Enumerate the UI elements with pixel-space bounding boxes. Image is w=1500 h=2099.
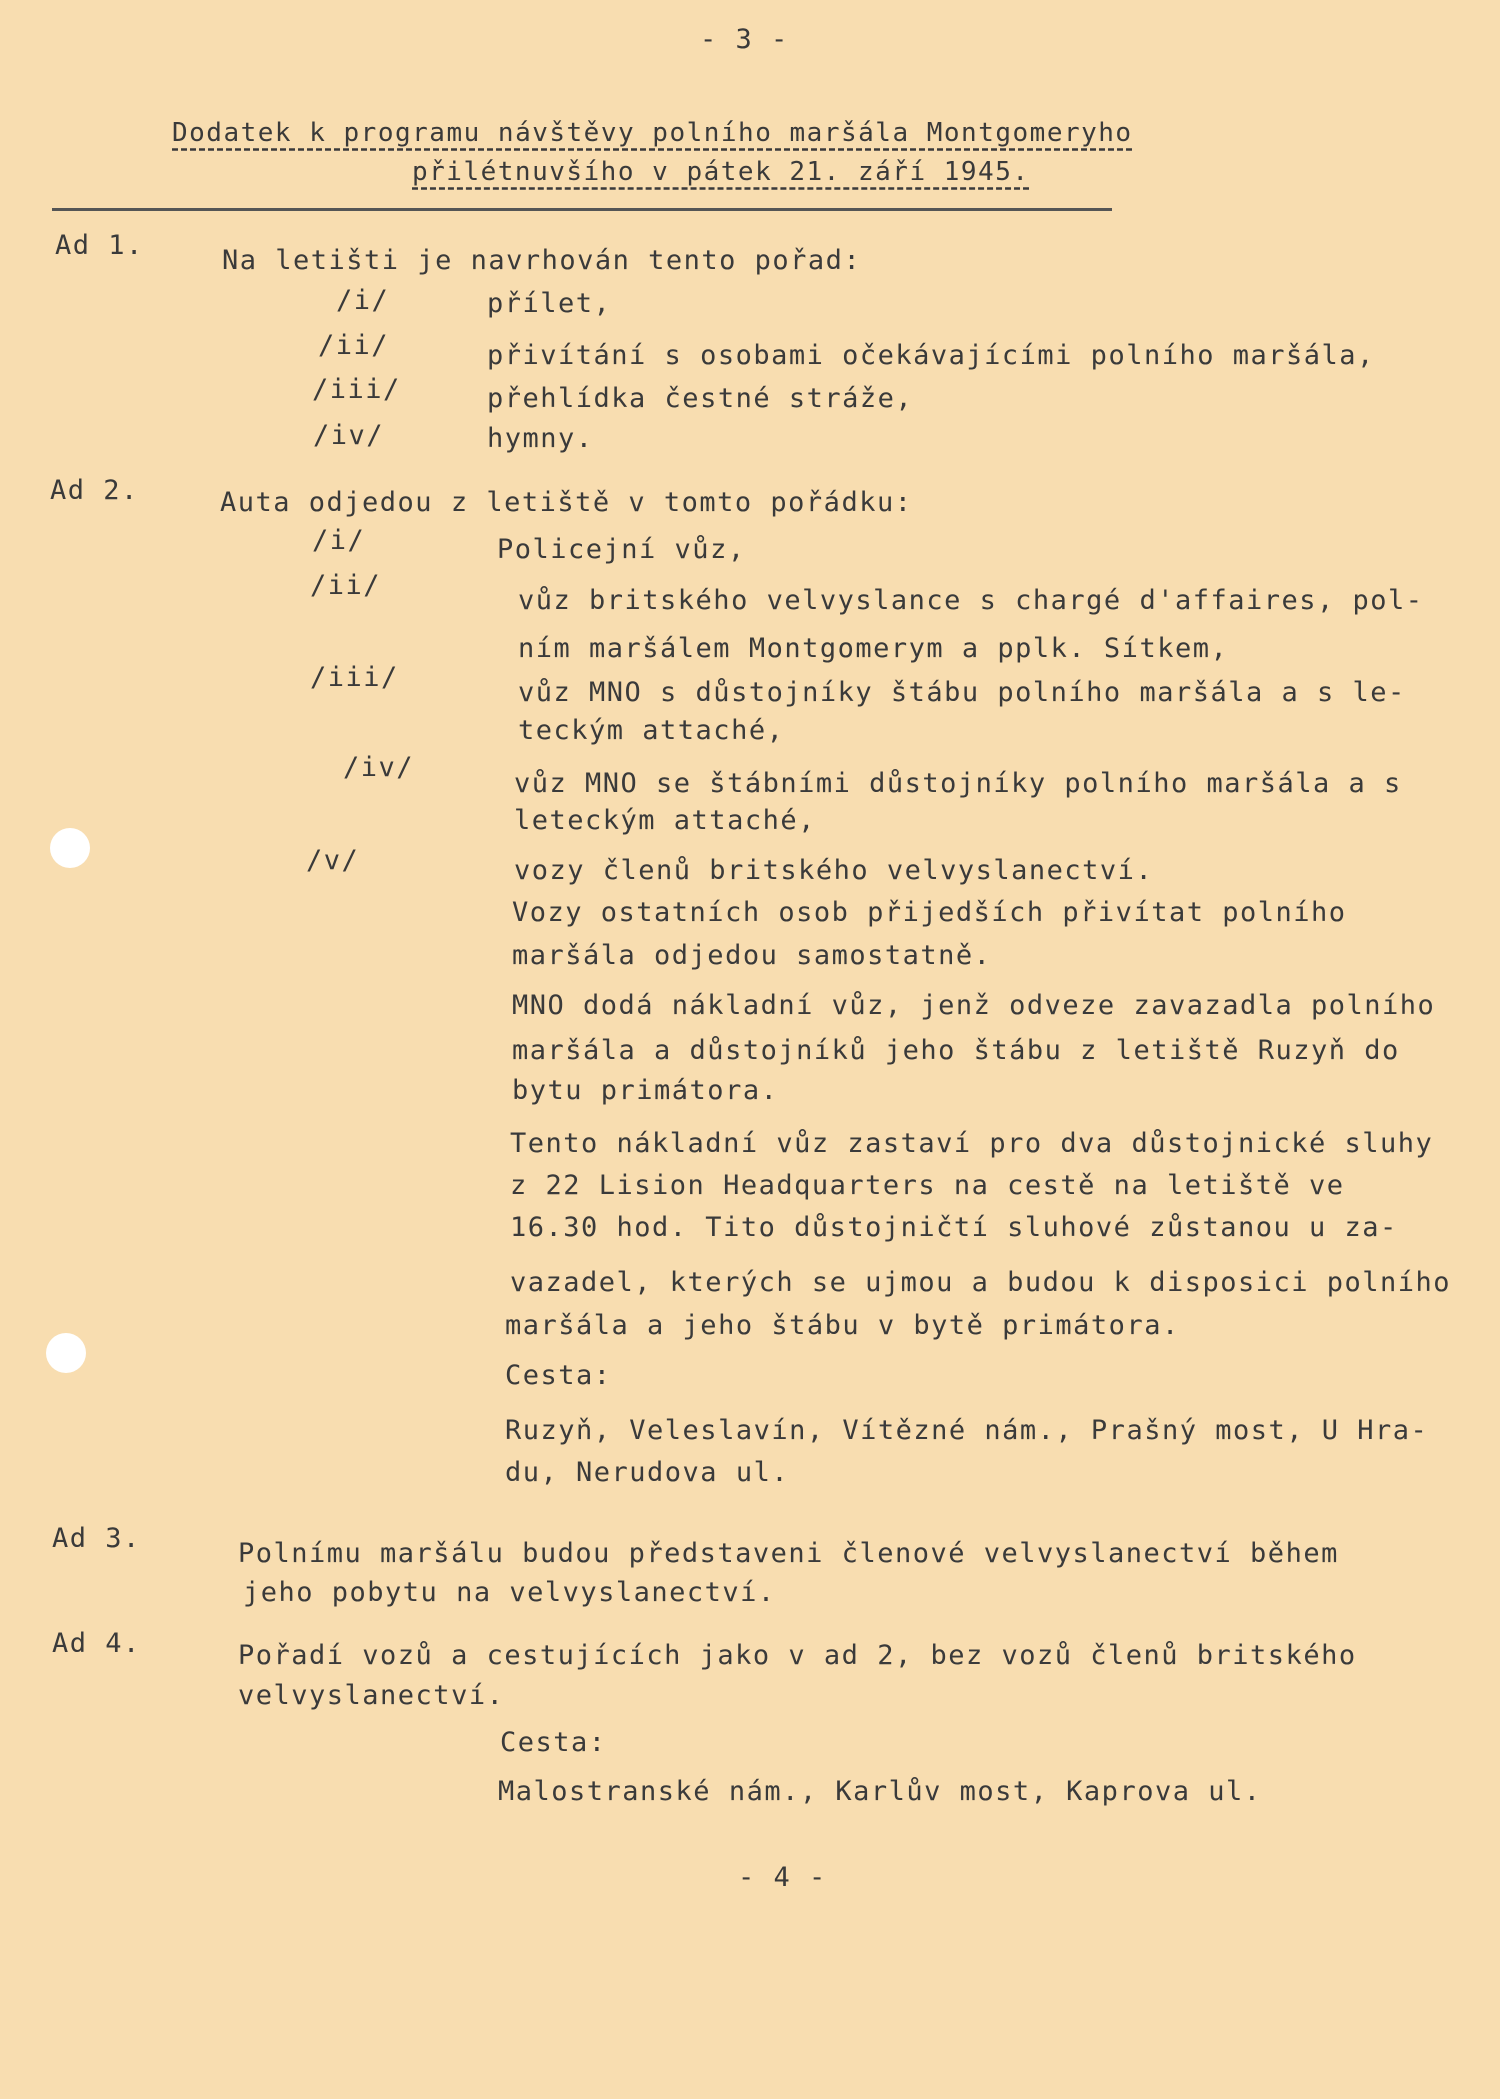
ad3-label: Ad 3. — [52, 1523, 141, 1554]
ad1-item-num: /iv/ — [313, 420, 385, 451]
ad1-item-text: přílet, — [487, 288, 612, 319]
ad2-item-num: /iv/ — [343, 752, 415, 783]
ad4-route: Malostranské nám., Karlův most, Kaprova ul. — [498, 1776, 1262, 1807]
ad2-paragraph-line: maršála a důstojníků jeho štábu z letiště Ruzyň do — [512, 1035, 1400, 1066]
ad4-line: velvyslanectví. — [238, 1680, 505, 1711]
ad1-item-text: přehlídka čestné stráže, — [487, 383, 914, 414]
ad2-item-num: /v/ — [306, 845, 360, 876]
ad2-item-line: ním maršálem Montgomerym a pplk. Sítkem, — [518, 633, 1229, 664]
ad2-paragraph-line: 16.30 hod. Tito důstojničtí sluhové zůstanou u za- — [510, 1212, 1398, 1243]
ad2-item-line: Policejní vůz, — [497, 534, 746, 565]
ad4-route-label: Cesta: — [500, 1727, 607, 1758]
ad1-item-num: /i/ — [336, 285, 390, 316]
ad2-item-line: vůz MNO se štábními důstojníky polního maršála a s — [514, 768, 1402, 799]
ad1-intro: Na letišti je navrhován tento pořad: — [222, 245, 862, 276]
punch-hole-upper — [50, 828, 90, 868]
ad2-paragraph-line: maršála a jeho štábu v bytě primátora. — [505, 1310, 1180, 1341]
ad2-item-line: teckým attaché, — [518, 715, 785, 746]
ad2-paragraph-line: vazadel, kterých se ujmou a budou k disposici polního — [510, 1267, 1452, 1298]
ad2-label: Ad 2. — [50, 475, 139, 506]
ad1-item-num: /ii/ — [318, 330, 390, 361]
ad2-intro: Auta odjedou z letiště v tomto pořádku: — [220, 487, 913, 518]
ad2-paragraph-line: maršála odjedou samostatně. — [512, 940, 992, 971]
ad2-paragraph-line: bytu primátora. — [512, 1075, 779, 1106]
ad2-item-num: /i/ — [312, 525, 366, 556]
page-number-bottom: - 4 - — [738, 1862, 827, 1893]
ad3-line: jeho pobytu na velvyslanectví. — [243, 1577, 776, 1608]
ad2-item-line: vůz MNO s důstojníky štábu polního maršála a s le- — [518, 677, 1406, 708]
ad2-item-line: leteckým attaché, — [514, 805, 816, 836]
title-line-1: Dodatek k programu návštěvy polního maršála Montgomeryho — [172, 118, 1133, 148]
ad4-line: Pořadí vozů a cestujících jako v ad 2, bez vozů členů britského — [238, 1640, 1357, 1671]
punch-hole-lower — [46, 1333, 86, 1373]
ad4-label: Ad 4. — [52, 1628, 141, 1659]
ad1-label: Ad 1. — [55, 230, 144, 261]
ad2-paragraph-line: MNO dodá nákladní vůz, jenž odveze zavazadla polního — [512, 990, 1436, 1021]
ad2-paragraph-line: Tento nákladní vůz zastaví pro dva důstojnické sluhy — [510, 1128, 1434, 1159]
ad2-item-num: /ii/ — [310, 570, 382, 601]
ad2-paragraph-line: Vozy ostatních osob přijedších přivítat polního — [512, 897, 1347, 928]
ad2-route-line: Ruzyň, Veleslavín, Vítězné nám., Prašný most, U Hra- — [505, 1415, 1429, 1446]
ad2-route-line: du, Nerudova ul. — [505, 1457, 790, 1488]
ad1-item-text: přivítání s osobami očekávajícími polního maršála, — [487, 340, 1375, 371]
ad2-item-line: vozy členů britského velvyslanectví. — [514, 855, 1154, 886]
ad2-paragraph-line: z 22 Lision Headquarters na cestě na letiště ve — [510, 1170, 1345, 1201]
ad2-route-label: Cesta: — [505, 1360, 612, 1391]
ad3-line: Polnímu maršálu budou představeni členové velvyslanectví během — [238, 1538, 1339, 1569]
ad2-item-line: vůz britského velvyslance s chargé d'affaires, pol- — [518, 585, 1424, 616]
ad2-item-num: /iii/ — [310, 662, 399, 693]
title-rule — [52, 208, 1112, 211]
page-number-top: - 3 - — [700, 24, 789, 55]
ad1-item-num: /iii/ — [312, 374, 401, 405]
ad1-item-text: hymny. — [487, 423, 594, 454]
title-line-2: přilétnuvšího v pátek 21. září 1945. — [412, 157, 1030, 187]
